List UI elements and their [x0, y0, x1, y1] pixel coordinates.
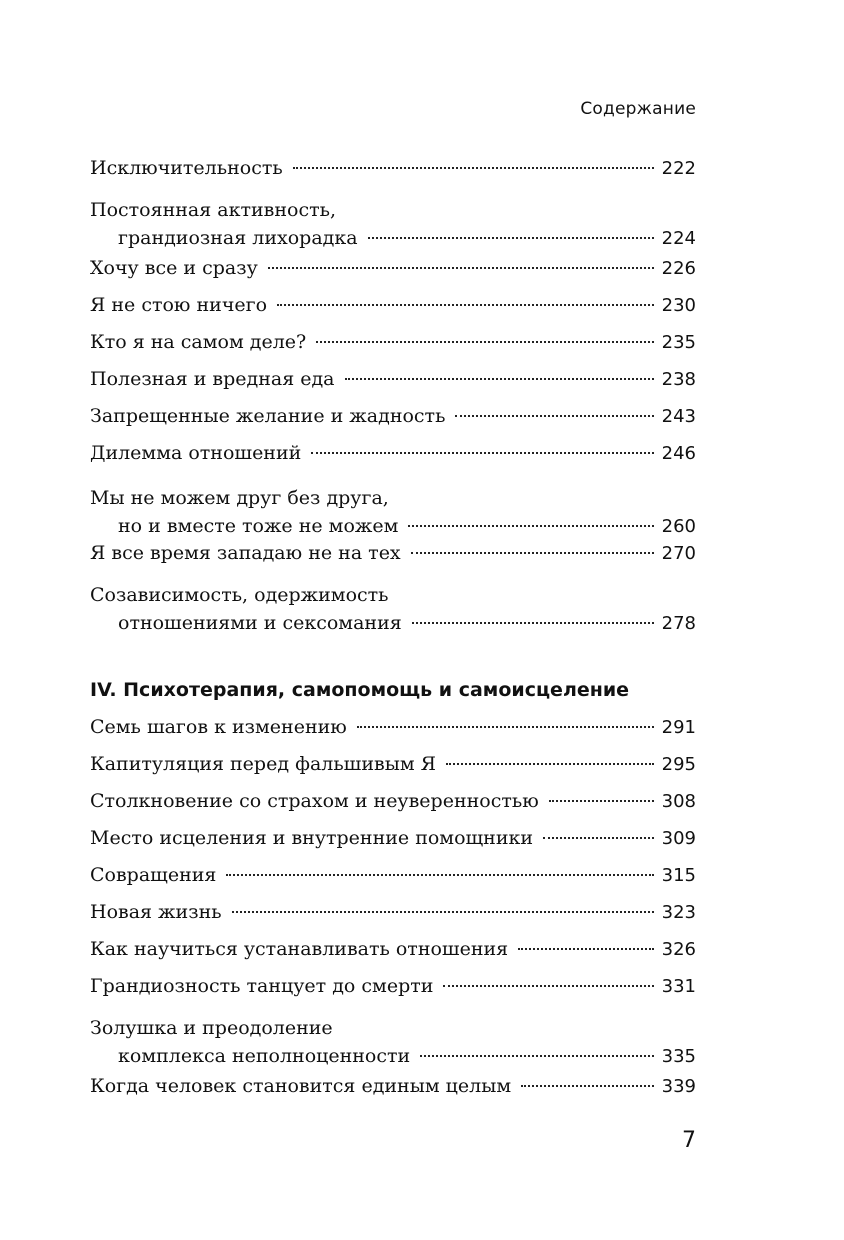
toc-entry-title: Запрещенные желание и жадность	[90, 405, 446, 427]
toc-entry-title: Исключительность	[90, 157, 283, 179]
toc-entry-page: 295	[661, 754, 696, 775]
toc-entry-title: Место исцеления и внутренние помощники	[90, 827, 534, 849]
dot-leader	[411, 552, 654, 554]
toc-entry[interactable]	[90, 328, 696, 357]
dot-leader	[420, 1055, 653, 1057]
toc-entry-page: 308	[661, 791, 696, 812]
toc-entry-title: Кто я на самом деле?	[90, 331, 307, 353]
toc-entry-title-line: Созависимость, одержимость	[90, 584, 389, 606]
toc-entry-title: Капитуляция перед фальшивым Я	[90, 753, 436, 775]
toc-entry-title: Я все время западаю не на тех	[90, 542, 401, 564]
dot-leader	[443, 985, 653, 987]
toc-entry-page: 309	[661, 828, 696, 849]
toc-entry-title: Новая жизнь	[90, 901, 222, 923]
toc-entry-title: Я не стою ничего	[90, 294, 268, 316]
toc-entry-title: Дилемма отношений	[90, 442, 302, 464]
toc-entry-page: 235	[661, 332, 696, 353]
toc-entry-title: отношениями и сексомания	[118, 612, 402, 634]
toc-entry-page: 291	[661, 717, 696, 738]
toc-entry-page: 246	[661, 443, 696, 464]
toc-entry[interactable]	[90, 484, 696, 541]
toc-entry[interactable]	[90, 898, 696, 927]
toc-entry[interactable]	[90, 539, 696, 568]
toc-entry-title-line: Постоянная активность,	[90, 199, 336, 221]
dot-leader	[293, 167, 654, 169]
toc-entry-title: Как научиться устанавливать отношения	[90, 938, 509, 960]
toc-entry[interactable]	[90, 196, 696, 253]
toc-entry-page: 323	[661, 902, 696, 923]
toc-entry[interactable]	[90, 365, 696, 394]
toc-entry[interactable]	[90, 787, 696, 816]
toc-entry[interactable]	[90, 861, 696, 890]
toc-entry-page: 339	[661, 1076, 696, 1097]
dot-leader	[368, 237, 654, 239]
toc-entry[interactable]	[90, 713, 696, 742]
dot-leader	[518, 948, 654, 950]
toc-entry-title: Когда человек становится единым целым	[90, 1075, 512, 1097]
dot-leader	[277, 304, 654, 306]
dot-leader	[543, 837, 654, 839]
toc-entry-page: 224	[661, 228, 696, 249]
section-heading: IV. Психотерапия, самопомощь и самоисцеление	[90, 679, 630, 701]
toc-entry-title-line: Золушка и преодоление	[90, 1017, 333, 1039]
toc-entry[interactable]	[90, 1014, 696, 1071]
toc-entry[interactable]	[90, 824, 696, 853]
toc-entry-title-line: Мы не можем друг без друга,	[90, 487, 389, 509]
toc-entry-page: 238	[661, 369, 696, 390]
toc-entry-title: Хочу все и сразу	[90, 257, 258, 279]
dot-leader	[412, 622, 654, 624]
toc-entry-page: 326	[661, 939, 696, 960]
dot-leader	[232, 911, 654, 913]
dot-leader	[311, 452, 653, 454]
toc-entry[interactable]	[90, 439, 696, 468]
toc-entry[interactable]	[90, 402, 696, 431]
toc-entry-title: Столкновение со страхом и неуверенностью	[90, 790, 539, 812]
toc-entry-page: 278	[661, 613, 696, 634]
toc-entry[interactable]	[90, 154, 696, 183]
toc-entry[interactable]	[90, 581, 696, 638]
toc-entry[interactable]	[90, 254, 696, 283]
dot-leader	[408, 525, 653, 527]
toc-entry-page: 230	[661, 295, 696, 316]
toc-entry-title: комплекса неполноценности	[118, 1045, 411, 1067]
dot-leader	[446, 763, 654, 765]
dot-leader	[226, 874, 653, 876]
toc-entry-title: но и вместе тоже не можем	[118, 515, 399, 537]
dot-leader	[316, 341, 653, 343]
toc-entry[interactable]	[90, 972, 696, 1001]
toc-entry-title: Совращения	[90, 864, 217, 886]
toc-entry-title: Грандиозность танцует до смерти	[90, 975, 434, 997]
dot-leader	[268, 267, 654, 269]
toc-entry-title: Семь шагов к изменению	[90, 716, 347, 738]
toc-entry[interactable]	[90, 935, 696, 964]
toc-entry[interactable]	[90, 750, 696, 779]
dot-leader	[357, 726, 654, 728]
dot-leader	[549, 800, 654, 802]
running-head: Содержание	[580, 99, 696, 119]
toc-entry-page: 260	[661, 516, 696, 537]
toc-entry-title: грандиозная лихорадка	[118, 227, 358, 249]
toc-entry-page: 226	[661, 258, 696, 279]
toc-entry-page: 335	[661, 1046, 696, 1067]
dot-leader	[455, 415, 653, 417]
dot-leader	[521, 1085, 654, 1087]
dot-leader	[345, 378, 654, 380]
toc-entry-page: 270	[661, 543, 696, 564]
toc-entry-page: 243	[661, 406, 696, 427]
toc-entry[interactable]	[90, 291, 696, 320]
toc-entry-page: 315	[661, 865, 696, 886]
toc-entry-title: Полезная и вредная еда	[90, 368, 335, 390]
toc-entry[interactable]	[90, 1072, 696, 1101]
page-number: 7	[682, 1128, 696, 1153]
toc-entry-page: 331	[661, 976, 696, 997]
toc-entry-page: 222	[661, 158, 696, 179]
